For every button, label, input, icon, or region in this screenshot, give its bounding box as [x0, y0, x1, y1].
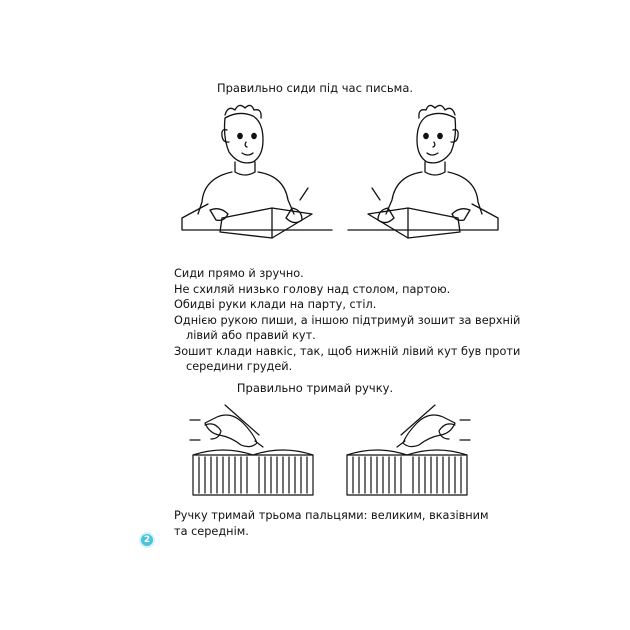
- rule-line: Обидві руки клади на парту, стіл.: [174, 298, 377, 311]
- left-hand-notebook: [190, 405, 313, 495]
- pen-text-line: Ручку тримай трьома пальцями: великим, вказівним: [174, 509, 489, 522]
- rule-line: середини грудей.: [186, 360, 293, 373]
- rule-line: Зошит клади навкіс, так, щоб нижній лівий кут був проти: [174, 344, 521, 358]
- pen-text-line: та середнім.: [174, 524, 249, 538]
- rule-line: Сиди прямо й зручно.: [174, 267, 304, 280]
- heading-sitting: Правильно сиди під час письма.: [216, 81, 414, 95]
- rule-line: Не схиляй низько голову над столом, партою.: [174, 282, 451, 296]
- right-child-figure: [348, 105, 498, 238]
- right-hand-notebook: [347, 405, 470, 495]
- rule-line: лівий або правий кут.: [186, 329, 316, 342]
- left-child-figure: [182, 105, 332, 238]
- sitting-rules: [174, 266, 521, 375]
- hands-holding-pen-illustration: [185, 395, 475, 500]
- rule-line: Однією рукою пиши, а іншою підтримуй зошит за верхній: [174, 313, 521, 327]
- heading-pen: Правильно тримай ручку.: [236, 381, 394, 395]
- page-number-badge: [139, 532, 155, 548]
- children-writing-illustration: [170, 100, 510, 260]
- pen-instructions: [174, 508, 514, 539]
- page-number: 2: [143, 535, 151, 545]
